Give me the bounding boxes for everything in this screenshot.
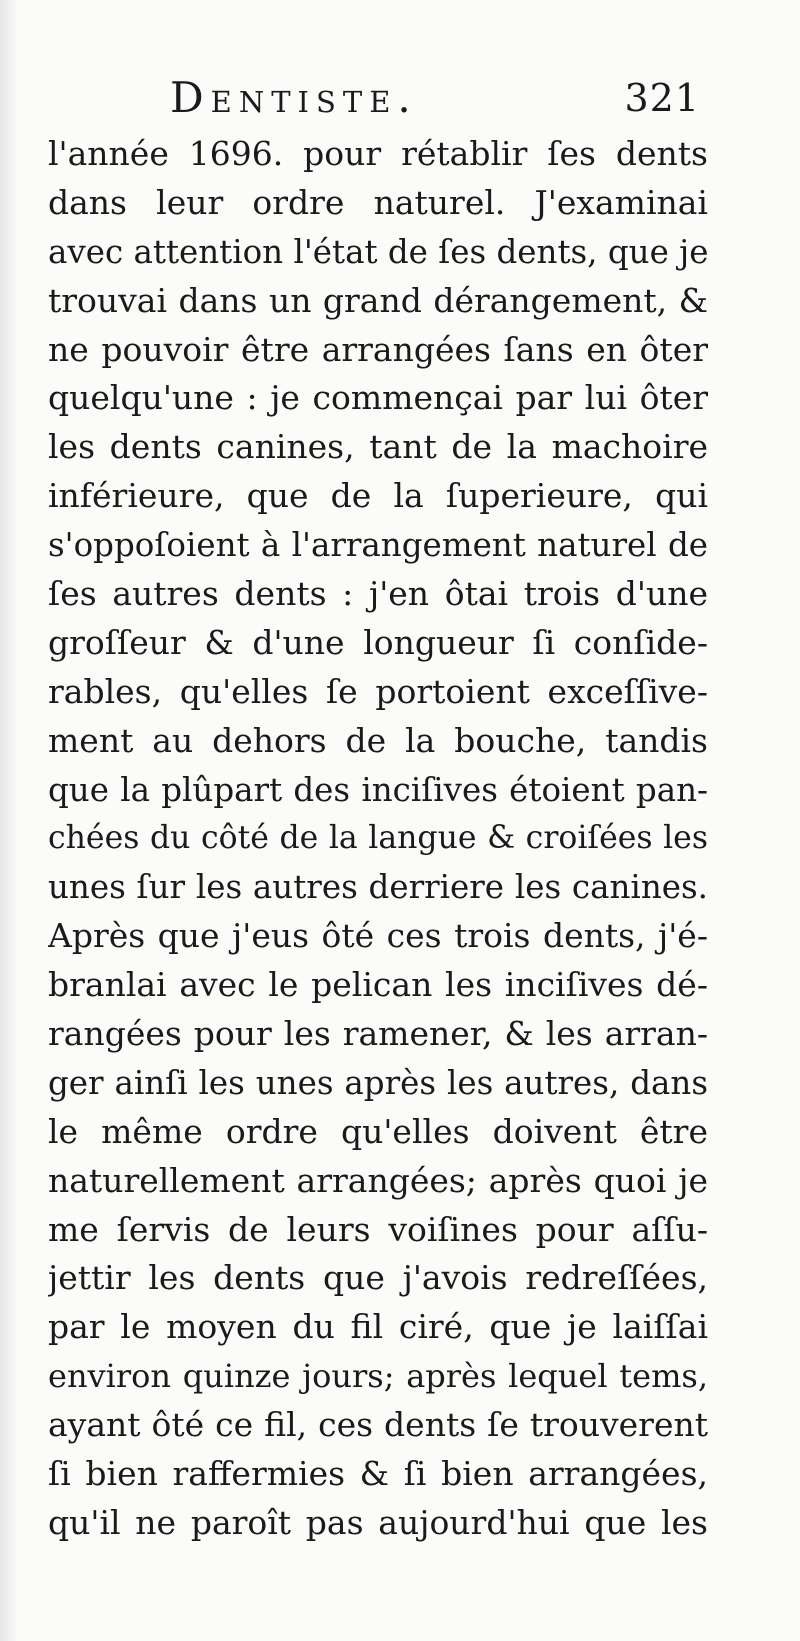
text-line: rangées pour les ramener, & les arran- [48, 1014, 708, 1054]
text-line: qu'il ne paroît pas aujourd'hui que les [48, 1502, 708, 1542]
text-line: les dents canines, tant de la machoire [48, 427, 708, 467]
running-head: Dentiste. [170, 73, 418, 122]
text-line: ayant ôté ce fil, ces dents ſe trouverent [48, 1405, 708, 1445]
text-line: unes ſur les autres derriere les canines. [48, 868, 708, 907]
text-line: quelqu'une : je commençai par lui ôter [48, 378, 708, 418]
text-line: ger ainſi les unes après les autres, dans [48, 1063, 708, 1102]
text-line: inférieure, que de la ſuperieure, qui [48, 476, 708, 516]
text-line: avec attention l'état de ſes dents, que je [48, 232, 708, 271]
text-line: rables, qu'elles ſe portoient exceſſive- [48, 671, 708, 711]
text-line: environ quinze jours; après lequel tems, [48, 1357, 708, 1396]
text-line: s'oppoſoient à l'arrangement naturel de [48, 526, 708, 565]
text-line: le même ordre qu'elles doivent être [48, 1111, 708, 1151]
body-text [48, 130, 708, 1548]
text-line: jettir les dents que j'avois redreſſées, [48, 1258, 708, 1298]
text-line: me ſervis de leurs voiſines pour aſſu- [48, 1209, 708, 1249]
page-number: 321 [624, 76, 700, 120]
page-header [170, 68, 700, 128]
text-line: ſes autres dents : j'en ôtai trois d'une [48, 574, 708, 614]
text-line: ne pouvoir être arrangées ſans en ôter [48, 329, 708, 369]
text-line: naturellement arrangées; après quoi je [48, 1160, 708, 1200]
text-line: l'année 1696. pour rétablir ſes dents [48, 134, 708, 173]
text-line: Après que j'eus ôté ces trois dents, j'é- [48, 916, 708, 956]
text-line: chées du côté de la langue & croiſées les [48, 820, 708, 857]
text-line: que la plûpart des inciſives étoient pan- [48, 770, 708, 809]
text-line: groſſeur & d'une longueur ſi conſide- [48, 622, 708, 662]
text-line: ſi bien raffermies & ſi bien arrangées, [48, 1454, 708, 1494]
text-line: par le moyen du fil ciré, que je laiſſai [48, 1307, 708, 1347]
text-line: ment au dehors de la bouche, tandis [48, 720, 708, 760]
text-line: dans leur ordre naturel. J'examinai [48, 182, 708, 222]
text-line: trouvai dans un grand dérangement, & [48, 280, 708, 320]
text-line: branlai avec le pelican les inciſives dé- [48, 965, 708, 1005]
